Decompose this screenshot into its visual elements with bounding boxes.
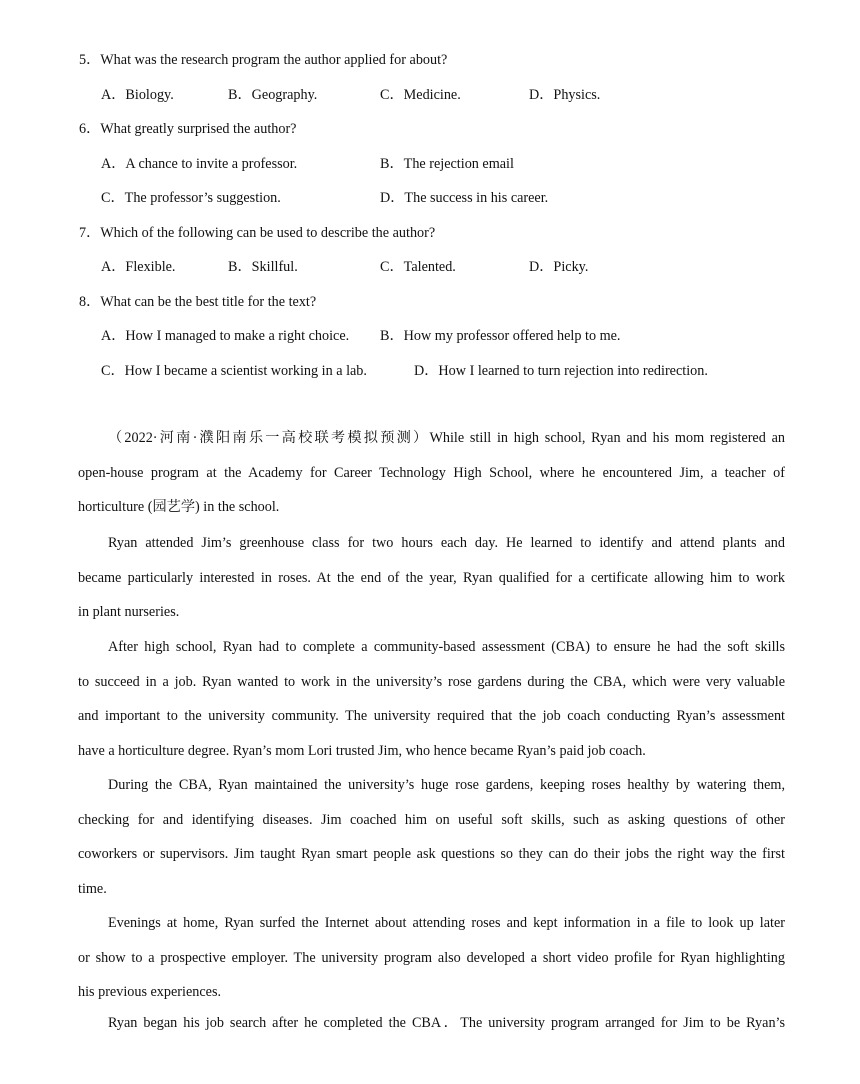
passage-p3-line-1: After high school, Ryan had to complete a community-based assessment (CBA) to ensure he had the soft skills — [108, 639, 785, 655]
passage-p5-line-1: Evenings at home, Ryan surfed the Internet about attending roses and kept information in a file to look up later — [108, 915, 785, 931]
question-8-stem: 8．What can be the best title for the text? — [79, 294, 317, 310]
question-8-option-b: B．How my professor offered help to me. — [380, 328, 621, 344]
passage-p3-line-2: to succeed in a job. Ryan wanted to work in the university’s rose gardens during the CBA, which were very valuable — [78, 673, 785, 690]
passage-paragraph-3 — [78, 630, 785, 768]
passage-p1-line-1: （2022·河南·濮阳南乐一高校联考模拟预测）While still in high school, Ryan and his mom registered an — [108, 430, 785, 446]
question-6-stem: 6．What greatly surprised the author? — [79, 121, 297, 137]
question-7-option-d: D．Picky. — [529, 259, 589, 275]
passage-p1-line-3: horticulture (园艺学) in the school. — [78, 499, 280, 516]
question-6-option-b: B．The rejection email — [380, 156, 514, 172]
question-5-option-d: D．Physics. — [529, 87, 601, 103]
question-5-option-a: A．Biology. — [101, 87, 174, 103]
question-8-option-c: C．How I became a scientist working in a lab. — [101, 363, 367, 379]
question-7-stem: 7．Which of the following can be used to describe the author? — [79, 225, 436, 241]
passage-p1-line-2: open-house program at the Academy for Career Technology High School, where he encountered Jim, a teacher of — [78, 464, 785, 481]
passage-p3-line-3: and important to the university community. The university required that the job coach conducting Ryan’s assessment — [78, 708, 785, 725]
question-8-option-a: A．How I managed to make a right choice. — [101, 328, 350, 344]
passage-p3-line-4: have a horticulture degree. Ryan’s mom Lori trusted Jim, who hence became Ryan’s paid job coach. — [78, 742, 646, 759]
question-5-option-c: C．Medicine. — [380, 87, 461, 103]
passage-p4-line-4: time. — [78, 880, 107, 897]
question-6-option-c: C．The professor’s suggestion. — [101, 190, 281, 206]
passage-p4-line-2: checking for and identifying diseases. Jim coached him on useful soft skills, such as asking questions of other — [78, 811, 785, 828]
passage-paragraph-1 — [78, 421, 785, 525]
question-7-option-c: C．Talented. — [380, 259, 456, 275]
passage-p5-line-3: his previous experiences. — [78, 984, 222, 1001]
passage-p5-line-2: or show to a prospective employer. The university program also developed a short video profile for Ryan highlighting — [78, 949, 785, 966]
question-6-option-d: D．The success in his career. — [380, 190, 549, 206]
passage-p2-line-1: Ryan attended Jim’s greenhouse class for two hours each day. He learned to identify and attend plants and — [108, 535, 785, 551]
question-7-option-a: A．Flexible. — [101, 259, 176, 275]
passage-paragraph-2 — [78, 526, 785, 630]
passage-paragraph-5 — [78, 906, 785, 1010]
passage-p4-line-1: During the CBA, Ryan maintained the university’s huge rose gardens, keeping roses healthy by watering them, — [108, 777, 785, 793]
passage-p6-line-1: Ryan began his job search after he completed the CBA．The university program arranged for Jim to be Ryan’s — [108, 1015, 785, 1031]
question-7-option-b: B．Skillful. — [228, 259, 298, 275]
question-6-option-a: A．A chance to invite a professor. — [101, 156, 298, 172]
question-5-option-b: B．Geography. — [228, 87, 318, 103]
passage-p2-line-3: in plant nurseries. — [78, 604, 180, 621]
passage-p4-line-3: coworkers or supervisors. Jim taught Ryan smart people ask questions so they can do their jobs the right way the first — [78, 846, 785, 863]
passage-p2-line-2: became particularly interested in roses. At the end of the year, Ryan qualified for a certificate allowing him to work — [78, 569, 785, 586]
question-8-option-d: D．How I learned to turn rejection into redirection. — [414, 363, 708, 379]
question-5-stem: 5．What was the research program the author applied for about? — [79, 52, 448, 68]
passage-paragraph-6 — [78, 1006, 785, 1041]
passage-paragraph-4 — [78, 768, 785, 906]
